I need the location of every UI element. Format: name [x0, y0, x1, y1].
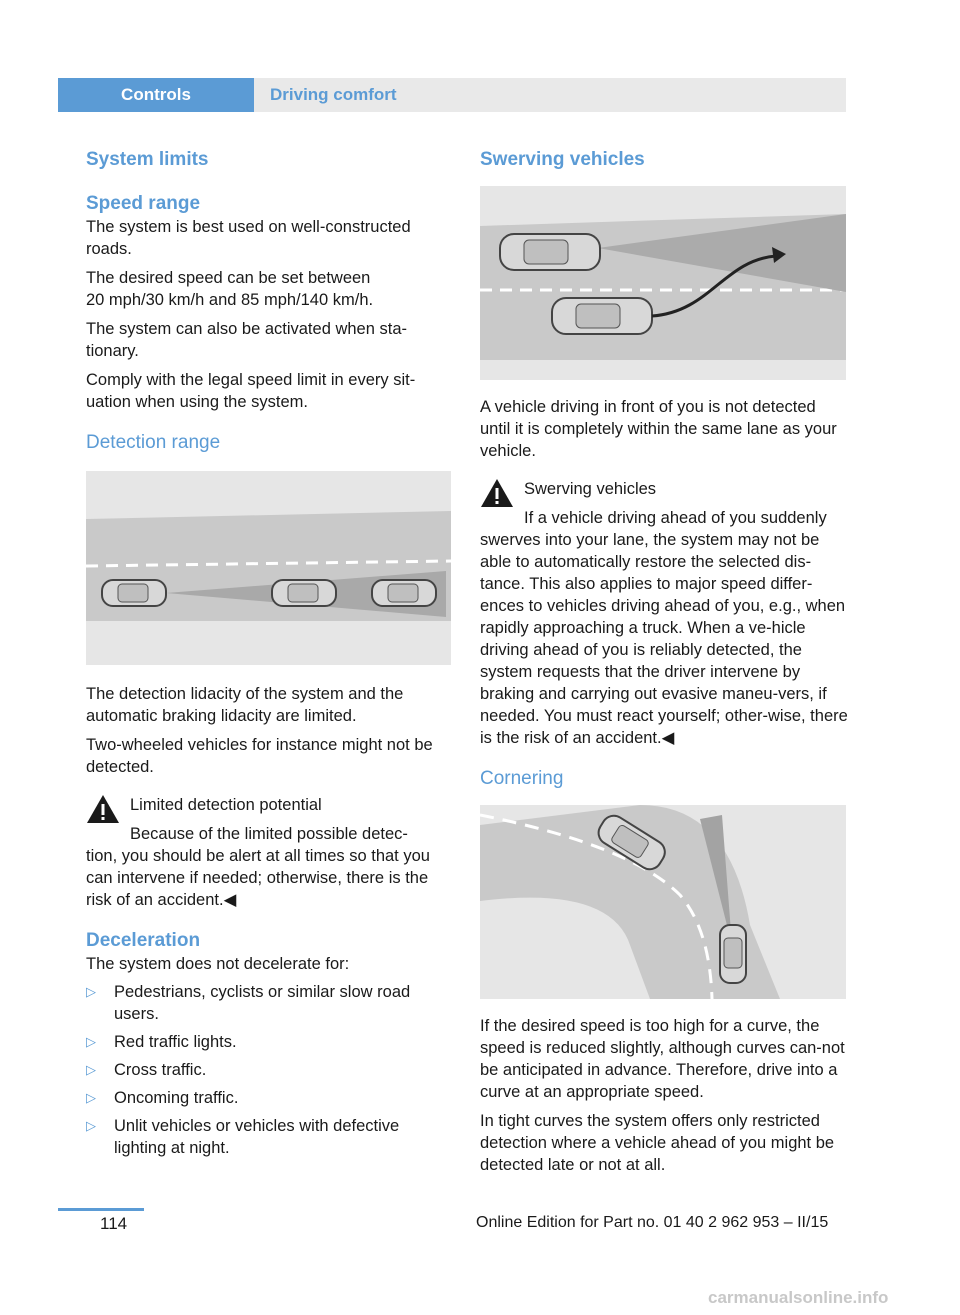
paragraph: Two-wheeled vehicles for instance might not be detected.	[86, 736, 433, 776]
warning-triangle-icon	[86, 794, 120, 824]
section-tab-driving-comfort: Driving comfort	[254, 78, 846, 112]
list-item-text: Red traffic lights.	[114, 1033, 237, 1051]
car-icon	[272, 580, 336, 606]
paragraph: The system is best used on well-constructed roads.	[86, 218, 411, 258]
warning-title: Limited detection potential	[130, 796, 322, 814]
paragraph: In tight curves the system offers only restricted detection where a vehicle ahead of you might be detected late or not at all.	[480, 1112, 835, 1174]
heading-speed-range: Speed range	[86, 193, 201, 214]
heading-system-limits: System limits	[86, 149, 209, 170]
section-tab-controls: Controls	[58, 78, 254, 112]
bullet-triangle-icon: ▷	[86, 1090, 96, 1105]
warning-text: swerves into your lane, the system may not be able to automatically restore the selected dis-tance. This also applies to major speed differ-ences to vehicles driving ahead of you, e.g., when rapidly approaching a truck. When a ve-hicle driving ahead of you is reliably detected, the system requests that the driver intervene by braking and carrying out evasive maneu-vers, if needed. You must react yourself; other-wise, there is the risk of an accident.◀	[480, 531, 848, 747]
list-item-text: Oncoming traffic.	[114, 1089, 239, 1107]
left-column	[86, 140, 454, 1165]
car-icon	[102, 580, 166, 606]
car-icon	[552, 298, 652, 334]
paragraph: The detection lidacity of the system and the automatic braking lidacity are limited.	[86, 685, 404, 725]
bullet-triangle-icon: ▷	[86, 984, 96, 999]
paragraph-line: 20 mph/30 km/h and 85 mph/140 km/h.	[86, 291, 374, 309]
warning-text-first-line: If a vehicle driving ahead of you suddenly	[524, 509, 827, 527]
list-item	[86, 1087, 454, 1109]
car-icon	[720, 925, 746, 983]
bullet-triangle-icon: ▷	[86, 1034, 96, 1049]
watermark: carmanualsonline.info	[708, 1288, 889, 1307]
detection-range-figure	[86, 471, 451, 665]
warning-text: tion, you should be alert at all times so that you can intervene if needed; otherwise, there is the risk of an accident.◀	[86, 847, 430, 909]
page-number: 114	[100, 1214, 128, 1233]
car-icon	[500, 234, 600, 270]
paragraph	[86, 267, 454, 311]
warning-text-first-line: Because of the limited possible detec-	[130, 825, 408, 843]
heading-detection-range: Detection range	[86, 432, 221, 453]
list-item	[86, 1059, 454, 1081]
heading-swerving-vehicles: Swerving vehicles	[480, 149, 645, 170]
paragraph: If the desired speed is too high for a curve, the speed is reduced slightly, although curves can-not be anticipated in advance. Therefore, drive into a curve at an appropriate speed.	[480, 1017, 845, 1101]
bullet-triangle-icon: ▷	[86, 1118, 96, 1133]
warning-box	[480, 478, 848, 749]
paragraph: A vehicle driving in front of you is not detected until it is completely within the same lane as your vehicle.	[480, 398, 837, 460]
swerving-vehicles-illustration	[480, 186, 846, 380]
heading-cornering: Cornering	[480, 768, 564, 789]
list-item-text: Unlit vehicles or vehicles with defective lighting at night.	[114, 1117, 400, 1157]
list-item-text: Pedestrians, cyclists or similar slow road users.	[114, 983, 411, 1023]
car-icon	[372, 580, 436, 606]
warning-triangle-icon	[480, 478, 514, 508]
warning-title: Swerving vehicles	[524, 480, 657, 498]
warning-box	[86, 794, 454, 911]
paragraph: Comply with the legal speed limit in every sit-uation when using the system.	[86, 371, 416, 411]
list-item	[86, 1031, 454, 1053]
detection-range-illustration	[86, 471, 451, 665]
cornering-illustration	[480, 805, 846, 999]
list-item-text: Cross traffic.	[114, 1061, 207, 1079]
swerving-vehicles-figure	[480, 186, 846, 380]
list-item	[86, 981, 454, 1025]
bullet-triangle-icon: ▷	[86, 1062, 96, 1077]
footer-accent-line	[58, 1208, 144, 1211]
deceleration-list	[86, 981, 454, 1159]
edition-note: Online Edition for Part no. 01 40 2 962 953 – II/15	[476, 1214, 829, 1231]
right-column	[480, 140, 848, 1183]
cornering-figure	[480, 805, 846, 999]
heading-deceleration: Deceleration	[86, 930, 201, 951]
paragraph: The system can also be activated when sta-tionary.	[86, 320, 407, 360]
paragraph-line: The desired speed can be set between	[86, 269, 371, 287]
paragraph: The system does not decelerate for:	[86, 955, 350, 973]
list-item	[86, 1115, 454, 1159]
